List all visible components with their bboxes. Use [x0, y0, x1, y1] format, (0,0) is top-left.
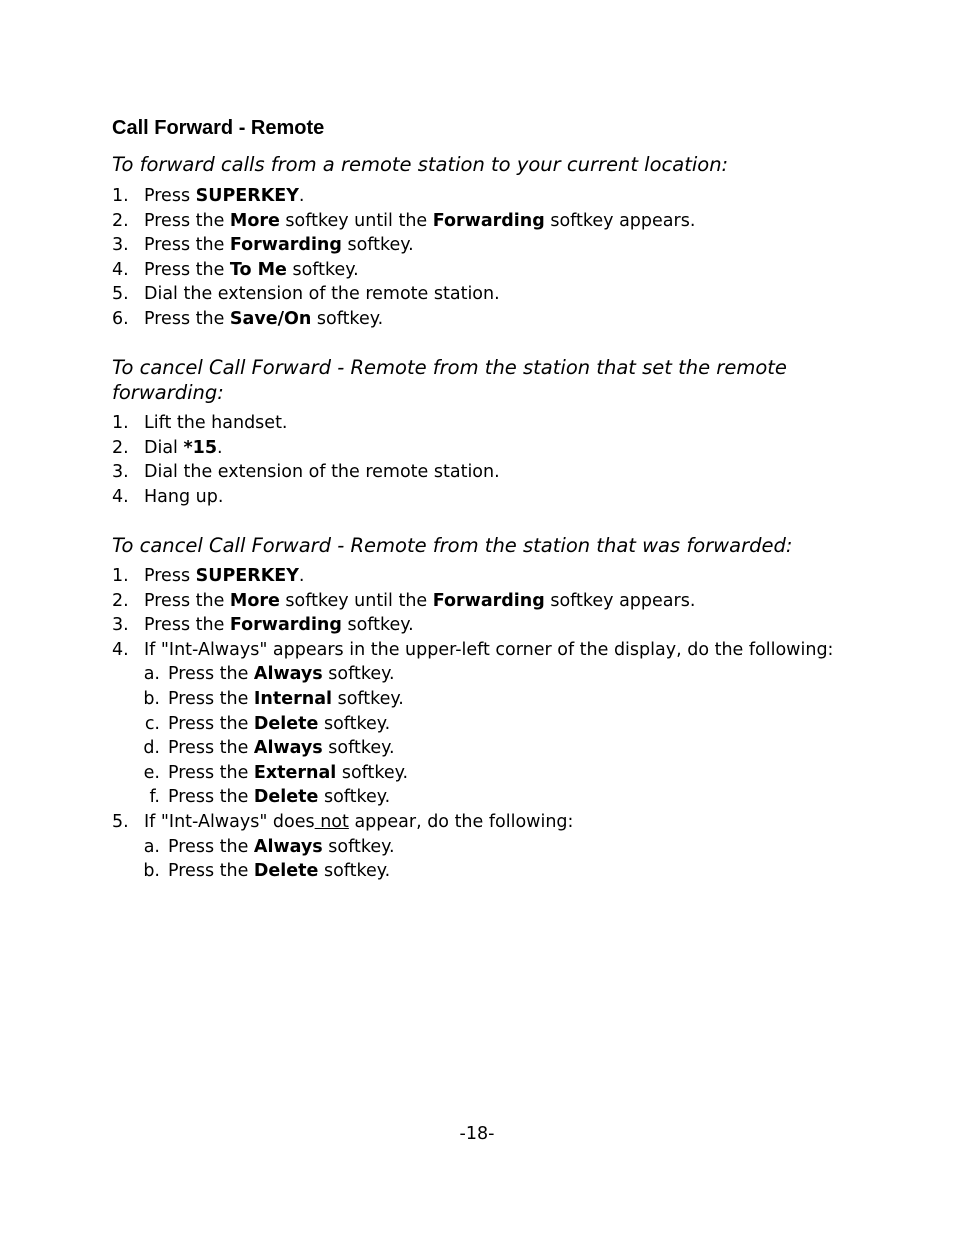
- step-text: softkey.: [332, 688, 404, 709]
- step-number: 2.: [112, 590, 129, 611]
- step-text: softkey until the: [279, 210, 433, 231]
- step-number: 5.: [112, 284, 129, 305]
- softkey-name: Save/On: [229, 308, 312, 329]
- list-item: [112, 436, 842, 461]
- step-text: Press the: [168, 836, 254, 857]
- step-text: Lift the handset.: [144, 413, 288, 433]
- step-text: softkey until the: [279, 590, 433, 611]
- step-text: softkey.: [322, 836, 395, 857]
- sub-step-body: [168, 736, 842, 761]
- softkey-name: Forwarding: [432, 590, 545, 611]
- step-text: Press the: [144, 615, 230, 636]
- list-item: [112, 810, 842, 884]
- list-item: [112, 233, 842, 258]
- softkey-name: Internal: [253, 688, 333, 709]
- sub-step-body: [168, 687, 842, 712]
- softkey-name: Always: [253, 738, 323, 759]
- list-item: [112, 411, 842, 436]
- sub-list-item: [136, 835, 842, 860]
- softkey-name: Delete: [253, 861, 319, 882]
- step-number: 3.: [112, 615, 129, 636]
- list-item: [112, 589, 842, 614]
- step-text: If "Int-Always" does: [144, 811, 315, 832]
- step-text: If "Int-Always" appears in the upper-left corner of the display, do the following:: [144, 639, 834, 660]
- sub-list-item: [136, 687, 842, 712]
- step-body: [144, 613, 842, 638]
- step-text: not: [314, 811, 349, 832]
- softkey-name: Forwarding: [432, 210, 545, 231]
- softkey-name: More: [229, 210, 280, 231]
- softkey-name: Always: [253, 836, 323, 857]
- step-text: softkey.: [318, 787, 391, 808]
- step-text: Press the: [144, 210, 230, 231]
- step-text: Press the: [168, 713, 254, 734]
- step-number: 2.: [112, 437, 129, 458]
- step-text: .: [298, 566, 305, 586]
- list-item: [112, 307, 842, 332]
- step-text: Press the: [144, 308, 230, 329]
- sub-list-item: [136, 712, 842, 737]
- step-text: softkey.: [318, 713, 391, 734]
- step-text: Press the: [168, 787, 254, 808]
- step-body: [144, 436, 842, 461]
- step-number: 1.: [112, 566, 129, 586]
- softkey-name: SUPERKEY: [195, 566, 299, 586]
- sub-step-body: [168, 712, 842, 737]
- step-body: [144, 209, 842, 234]
- step-text: softkey.: [322, 738, 395, 759]
- list-item: [112, 613, 842, 638]
- list-item: [112, 460, 842, 485]
- sub-step-letter: a.: [143, 836, 160, 857]
- sub-steps: [112, 835, 842, 884]
- step-text: softkey.: [336, 762, 409, 783]
- step-number: 6.: [112, 308, 129, 329]
- step-body: [144, 282, 842, 307]
- step-text: softkey.: [341, 235, 414, 256]
- step-text: softkey appears.: [544, 210, 696, 231]
- step-text: Press the: [168, 738, 254, 759]
- sub-step-body: [168, 662, 842, 687]
- softkey-name: Forwarding: [229, 615, 342, 636]
- step-text: softkey.: [311, 308, 384, 329]
- step-number: 3.: [112, 462, 129, 483]
- step-body: [144, 485, 842, 510]
- step-number: 1.: [112, 413, 129, 433]
- sub-list-item: [136, 859, 842, 884]
- softkey-name: To Me: [229, 259, 287, 280]
- step-text: softkey.: [322, 664, 395, 685]
- list-item: [112, 258, 842, 283]
- step-body: [144, 233, 842, 258]
- step-text: Press: [144, 566, 196, 586]
- step-body: [144, 258, 842, 283]
- sub-step-letter: b.: [143, 861, 160, 882]
- step-body: [144, 638, 842, 663]
- step-text: Press the: [144, 259, 230, 280]
- step-text: Press the: [168, 861, 254, 882]
- step-text: softkey.: [341, 615, 414, 636]
- softkey-name: Delete: [253, 713, 319, 734]
- step-text: Press the: [168, 664, 254, 685]
- steps-cancel-from-forwarded: [112, 564, 842, 884]
- list-item: [112, 282, 842, 307]
- step-text: appear, do the following:: [348, 811, 574, 832]
- sub-step-letter: b.: [143, 688, 160, 709]
- softkey-name: External: [253, 762, 337, 783]
- step-text: .: [217, 437, 223, 458]
- steps-cancel-from-setter: [112, 411, 842, 509]
- step-text: Press the: [144, 235, 230, 256]
- sub-step-body: [168, 785, 842, 810]
- sub-step-body: [168, 859, 842, 884]
- softkey-name: *15: [183, 437, 218, 458]
- step-number: 5.: [112, 811, 129, 832]
- step-text: Dial the extension of the remote station.: [144, 462, 500, 483]
- step-text: softkey appears.: [544, 590, 696, 611]
- step-text: softkey.: [318, 861, 391, 882]
- softkey-name: Forwarding: [229, 235, 342, 256]
- step-text: Press the: [168, 762, 254, 783]
- list-item: [112, 564, 842, 589]
- step-text: Dial the extension of the remote station.: [144, 284, 500, 305]
- list-item: [112, 485, 842, 510]
- sub-step-letter: e.: [143, 762, 160, 783]
- step-text: Press: [144, 186, 196, 206]
- sub-list-item: [136, 736, 842, 761]
- step-body: [144, 810, 842, 835]
- step-body: [144, 411, 842, 436]
- step-number: 3.: [112, 235, 129, 256]
- page-title: Call Forward - Remote: [112, 117, 325, 139]
- step-text: Hang up.: [144, 486, 224, 507]
- step-body: [144, 184, 842, 209]
- section-intro-cancel-from-setter: To cancel Call Forward - Remote from the station that set the remote forwarding:: [112, 356, 787, 404]
- step-number: 4.: [112, 259, 129, 280]
- sub-step-letter: d.: [143, 738, 160, 759]
- step-body: [144, 589, 842, 614]
- sub-step-letter: c.: [144, 713, 160, 734]
- step-number: 1.: [112, 186, 129, 206]
- sub-list-item: [136, 785, 842, 810]
- sub-steps: [112, 662, 842, 810]
- softkey-name: Always: [253, 664, 323, 685]
- step-text: Dial: [144, 437, 184, 458]
- softkey-name: More: [229, 590, 280, 611]
- list-item: [112, 638, 842, 810]
- steps-forward: [112, 184, 842, 332]
- softkey-name: SUPERKEY: [195, 186, 299, 206]
- list-item: [112, 184, 842, 209]
- step-body: [144, 460, 842, 485]
- step-number: 2.: [112, 210, 129, 231]
- step-number: 4.: [112, 486, 129, 507]
- step-text: .: [298, 186, 305, 206]
- sub-list-item: [136, 761, 842, 786]
- step-body: [144, 564, 842, 589]
- step-text: Press the: [144, 590, 230, 611]
- softkey-name: Delete: [253, 787, 319, 808]
- step-number: 4.: [112, 639, 129, 660]
- step-text: Press the: [168, 688, 254, 709]
- section-intro-forward: To forward calls from a remote station to your current location:: [112, 153, 729, 176]
- sub-list-item: [136, 662, 842, 687]
- sub-step-letter: a.: [143, 664, 160, 685]
- step-body: [144, 307, 842, 332]
- sub-step-letter: f.: [149, 787, 160, 808]
- page-number: -18-: [459, 1124, 495, 1144]
- section-intro-cancel-from-forwarded: To cancel Call Forward - Remote from the station that was forwarded:: [112, 534, 793, 557]
- sub-step-body: [168, 835, 842, 860]
- sub-step-body: [168, 761, 842, 786]
- list-item: [112, 209, 842, 234]
- step-text: softkey.: [286, 259, 359, 280]
